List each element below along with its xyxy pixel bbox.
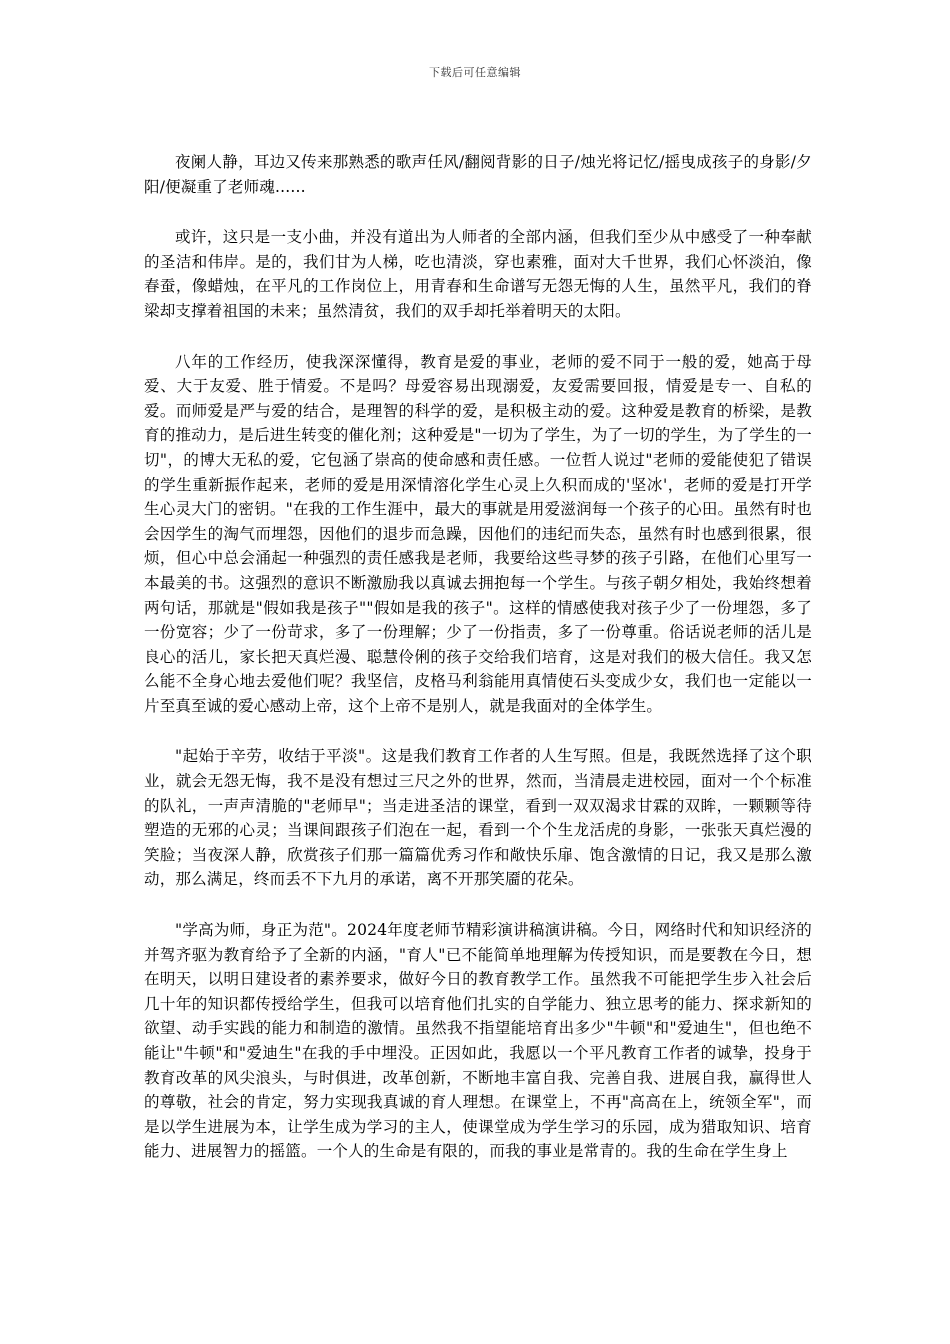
paragraph-1: 夜阑人静，耳边又传来那熟悉的歌声任风/翻阅背影的日子/烛光将记忆/摇曳成孩子的身影/夕阳/便凝重了老师魂...... [144, 153, 812, 196]
paragraph-3: 八年的工作经历，使我深深懂得，教育是爱的事业，老师的爱不同于一般的爱，她高于母爱、大于友爱、胜于情爱。不是吗？母爱容易出现溺爱，友爱需要回报，情爱是专一、自私的爱。而师爱是严与爱的结合，是理智的科学的爱，是积极主动的爱。这种爱是教育的桥梁，是教育的推动力，是后进生转变的催化剂；这种爱是"一切为了学生，为了一切的学生，为了学生的一切"，的博大无私的爱，它包涵了崇高的使命感和责任感。一位哲人说过"老师的爱能使犯了错误的学生重新振作起来，老师的爱是用深情溶化学生心灵上久积而成的'坚冰'，老师的爱是打开学生心灵大门的密钥。"在我的工作生涯中，最大的事就是用爱滋润每一个孩子的心田。虽然有时也会因学生的淘气而埋怨，因他们的退步而急躁，因他们的违纪而失态，虽然有时也感到很累，很烦，但心中总会涌起一种强烈的责任感我是老师，我要给这些寻梦的孩子引路，在他们心里写一本最美的书。这强烈的意识不断激励我以真诚去拥抱每一个学生。与孩子朝夕相处，我始终想着两句话，那就是"假如我是孩子""假如是我的孩子"。这样的情感使我对孩子少了一份埋怨，多了一份宽容；少了一份苛求，多了一份理解；少了一份指责，多了一份尊重。俗话说老师的活儿是良心的活儿，家长把天真烂漫、聪慧伶俐的孩子交给我们培育，这是对我们的极大信任。我又怎么能不全身心地去爱他们呢？我坚信，皮格马利翁能用真情使石头变成少女，我们也一定能以一片至真至诚的爱心感动上帝，这个上帝不是别人，就是我面对的全体学生。 [144, 352, 812, 715]
paragraph-5: "学高为师，身正为范"。2024年度老师节精彩演讲稿演讲稿。今日，网络时代和知识经济的并驾齐驱为教育给予了全新的内涵，"育人"已不能简单地理解为传授知识，而是要教在今日，想在明天，以明日建设者的素养要求，做好今日的教育教学工作。虽然我不可能把学生步入社会后几十年的知识都传授给学生，但我可以培育他们扎实的自学能力、独立思考的能力、探求新知的欲望、动手实践的能力和制造的激情。虽然我不指望能培育出多少"牛顿"和"爱迪生"，但也绝不能让"牛顿"和"爱迪生"在我的手中埋没。正因如此，我愿以一个平凡教育工作者的诚挚，投身于教育改革的风尖浪头，与时俱进，改革创新，不断地丰富自我、完善自我、进展自我，赢得世人的尊敬，社会的肯定，努力实现我真诚的育人理想。在课堂上，不再"高高在上，统领全军"，而是以学生进展为本，让学生成为学习的主人，使课堂成为学生学习的乐园，成为猎取知识、培育能力、进展智力的摇篮。一个人的生命是有限的，而我的事业是常青的。我的生命在学生身上 [144, 921, 812, 1161]
paragraph-2: 或许，这只是一支小曲，并没有道出为人师者的全部内涵，但我们至少从中感受了一种奉献的圣洁和伟岸。是的，我们甘为人梯，吃也清淡，穿也素雅，面对大千世界，我们心怀淡泊，像春蚕，像蜡烛，在平凡的工作岗位上，用青春和生命谱写无怨无悔的人生，虽然平凡，我们的脊梁却支撑着祖国的未来；虽然清贫，我们的双手却托举着明天的太阳。 [144, 228, 812, 320]
paragraph-4: "起始于辛劳，收结于平淡"。这是我们教育工作者的人生写照。但是，我既然选择了这个职业，就会无怨无悔，我不是没有想过三尺之外的世界，然而，当清晨走进校园，面对一个个标准的队礼，一声声清脆的"老师早"；当走进圣洁的课堂，看到一双双渴求甘霖的双眸，一颗颗等待塑造的无邪的心灵；当课间跟孩子们泡在一起，看到一个个生龙活虎的身影，一张张天真烂漫的笑脸；当夜深人静，欣赏孩子们那一篇篇优秀习作和敞快乐扉、饱含激情的日记，我又是那么激动，那么满足，终而丢不下九月的承诺，离不开那笑靥的花朵。 [144, 747, 812, 889]
header-note: 下载后可任意编辑 [429, 66, 521, 79]
document-body [144, 150, 812, 1190]
